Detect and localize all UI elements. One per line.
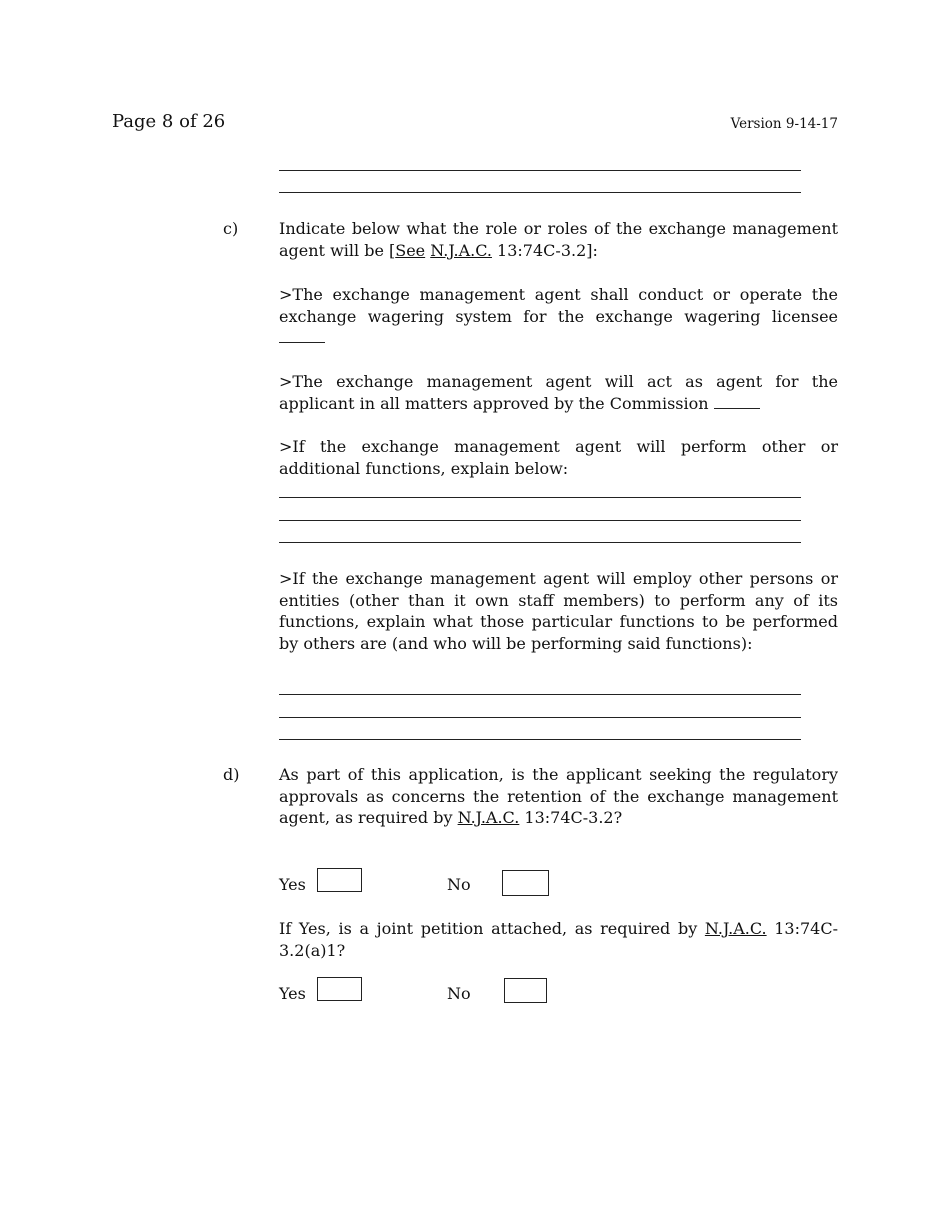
role-conduct-operate-blank[interactable] bbox=[279, 328, 325, 343]
answer-line[interactable] bbox=[279, 717, 801, 718]
role-act-as-agent-blank[interactable] bbox=[714, 394, 760, 409]
section-d-question: As part of this application, is the applicant seeking the regulatory approvals as concerns the retention of the exchange management agent, as required by N.J.A.C. 13:74C-3.2? bbox=[279, 765, 838, 828]
page-number: Page 8 of 26 bbox=[112, 111, 226, 132]
yes-label: Yes bbox=[279, 984, 306, 1003]
role-act-as-agent: >The exchange management agent will act as agent for the applicant in all matters approved by the Commission bbox=[279, 372, 838, 413]
role-employ-others: >If the exchange management agent will employ other persons or entities (other than it own staff members) to perform any of its functions, explain what those particular functions to be performed by others are (and who will be performing said functions): bbox=[279, 569, 838, 653]
answer-line[interactable] bbox=[279, 694, 801, 695]
joint-petition-question: If Yes, is a joint petition attached, as required by N.J.A.C. 13:74C-3.2(a)1? bbox=[279, 919, 839, 960]
role-conduct-operate: >The exchange management agent shall conduct or operate the exchange wagering system for the exchange wagering licensee bbox=[279, 284, 838, 349]
version-label: Version 9-14-17 bbox=[730, 116, 838, 132]
yes-checkbox[interactable] bbox=[317, 868, 362, 892]
answer-line[interactable] bbox=[279, 542, 801, 543]
answer-line[interactable] bbox=[279, 520, 801, 521]
petition-yes-checkbox[interactable] bbox=[317, 977, 362, 1001]
section-c-intro: Indicate below what the role or roles of the exchange management agent will be [See N.J.A.C. 13:74C-3.2]: bbox=[279, 219, 838, 260]
section-d-label: d) bbox=[223, 765, 240, 784]
no-label: No bbox=[447, 875, 471, 894]
no-checkbox[interactable] bbox=[502, 870, 549, 896]
answer-line[interactable] bbox=[279, 192, 801, 193]
answer-line[interactable] bbox=[279, 497, 801, 498]
role-other-functions: >If the exchange management agent will perform other or additional functions, explain below: bbox=[279, 437, 838, 478]
no-label: No bbox=[447, 984, 471, 1003]
answer-line[interactable] bbox=[279, 739, 801, 740]
petition-no-checkbox[interactable] bbox=[504, 978, 547, 1003]
answer-line[interactable] bbox=[279, 170, 801, 171]
section-c-label: c) bbox=[223, 219, 239, 238]
yes-label: Yes bbox=[279, 875, 306, 894]
